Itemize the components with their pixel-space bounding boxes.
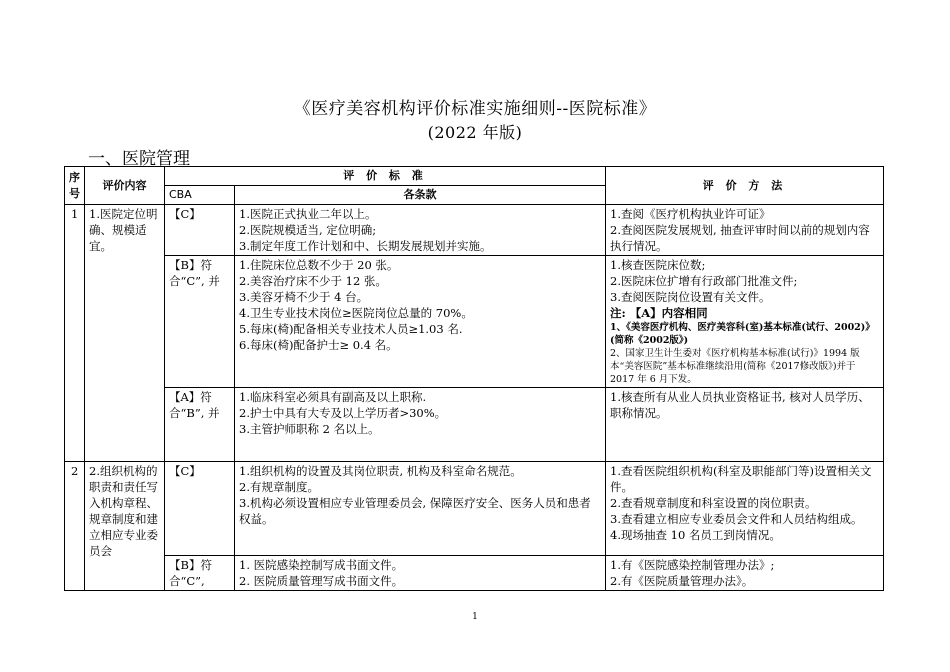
clause-item: 3.美容牙椅不少于 4 台。 — [239, 290, 369, 304]
header-seq: 序号 — [65, 167, 85, 205]
clause-item: 2.护士中具有大专及以上学历者>30%。 — [239, 406, 447, 420]
document-edition: (2022 年版) — [427, 123, 523, 142]
clause-item: 6.每床(椅)配备护士≥ 0.4 名。 — [239, 338, 398, 352]
method-cell — [606, 256, 884, 388]
row-content: 1.医院定位明确、规模适宜。 — [85, 205, 165, 462]
row-seq: 1 — [65, 205, 85, 462]
clause-item: 4.卫生专业技术岗位≥医院岗位总量的 70%。 — [239, 306, 473, 320]
clause-item: 3.制定年度工作计划和中、长期发展规划并实施。 — [239, 239, 492, 253]
evaluation-table — [64, 166, 884, 591]
note-item: 2、国家卫生计生委对《医疗机构基本标准(试行)》1994 版本“美容医院”基本标准继续沿用(简称《2017修改版》)并于 2017 年 6 月下发。 — [610, 348, 860, 385]
clause-item: 1.组织机构的设置及其岗位职责, 机构及科室命名规范。 — [239, 464, 522, 478]
table-row — [65, 462, 884, 556]
header-method: 评 价 方 法 — [606, 167, 884, 205]
table-row — [65, 556, 884, 591]
clause-item: 1.住院床位总数不少于 20 张。 — [239, 258, 399, 272]
note-item: 1、《美容医疗机构、医疗美容科(室)基本标准(试行、2002)》(简称《2002版》) — [610, 322, 875, 346]
clause-item: 1. 医院感染控制写成书面文件。 — [239, 558, 404, 572]
clause-item: 2.有规章制度。 — [239, 480, 319, 494]
note-label: 注: 【A】内容相同 — [610, 306, 708, 320]
method-item: 1.查阅《医疗机构执业许可证》 — [610, 207, 771, 221]
method-item: 1.查看医院组织机构(科室及职能部门等)设置相关文件。 — [610, 464, 872, 494]
table-header-row — [65, 167, 884, 186]
header-content: 评价内容 — [85, 167, 165, 205]
clause-item: 2.医院规模适当, 定位明确; — [239, 223, 377, 237]
clause-item: 3.主管护师职称 2 名以上。 — [239, 422, 380, 436]
method-item: 1.核查医院床位数; — [610, 258, 706, 272]
method-item: 1.有《医院感染控制管理办法》; — [610, 558, 775, 572]
clauses-cell — [235, 462, 606, 556]
clauses-cell — [235, 556, 606, 591]
row-content: 2.组织机构的职责和责任写入机构章程、规章制度和建立相应专业委员会 — [85, 462, 165, 591]
method-item: 2.有《医院质量管理办法》。 — [610, 574, 754, 588]
row-seq: 2 — [65, 462, 85, 591]
header-standard: 评 价 标 准 — [165, 167, 606, 186]
clause-item: 1.临床科室必须具有副高及以上职称. — [239, 390, 427, 404]
method-cell — [606, 462, 884, 556]
method-item: 3.查阅医院岗位设置有关文件。 — [610, 290, 771, 304]
method-item: 2.医院床位扩增有行政部门批准文件; — [610, 274, 798, 288]
method-item: 1.核查所有从业人员执业资格证书, 核对人员学历、职称情况。 — [610, 390, 870, 420]
clauses-cell — [235, 256, 606, 388]
clause-item: 5.每床(椅)配备相关专业技术人员≥1.03 名. — [239, 322, 463, 336]
method-item: 2.查阅医院发展规划, 抽查评审时间以前的规划内容执行情况。 — [610, 223, 870, 253]
method-cell — [606, 388, 884, 462]
clause-item: 3.机构必须设置相应专业管理委员会, 保障医疗安全、医务人员和患者权益。 — [239, 496, 591, 526]
document-title: 《医疗美容机构评价标准实施细则--医院标准》 — [293, 99, 657, 119]
clause-item: 2.美容治疗床不少于 12 张。 — [239, 274, 387, 288]
table-row — [65, 205, 884, 256]
method-item: 3.查看建立相应专业委员会文件和人员结构组成。 — [610, 512, 863, 526]
grade-label: 【A】符合“B”, 并 — [165, 388, 235, 462]
grade-label: 【C】 — [165, 205, 235, 256]
table-row — [65, 256, 884, 388]
method-cell — [606, 556, 884, 591]
method-item: 4.现场抽查 10 名员工到岗情况。 — [610, 528, 781, 542]
header-cba: CBA — [165, 186, 235, 205]
section-title: 一、医院管理 — [88, 149, 190, 169]
grade-label: 【B】符合“C”, — [165, 556, 235, 591]
grade-label: 【B】符合“C”, 并 — [165, 256, 235, 388]
header-clauses: 各条款 — [235, 186, 606, 205]
grade-label: 【C】 — [165, 462, 235, 556]
clause-item: 2. 医院质量管理写成书面文件。 — [239, 574, 404, 588]
clause-item: 1.医院正式执业二年以上。 — [239, 207, 377, 221]
method-cell — [606, 205, 884, 256]
page-number: 1 — [472, 612, 478, 622]
method-item: 2.查看规章制度和科室设置的岗位职责。 — [610, 496, 817, 510]
table-row — [65, 388, 884, 462]
clauses-cell — [235, 388, 606, 462]
clauses-cell — [235, 205, 606, 256]
